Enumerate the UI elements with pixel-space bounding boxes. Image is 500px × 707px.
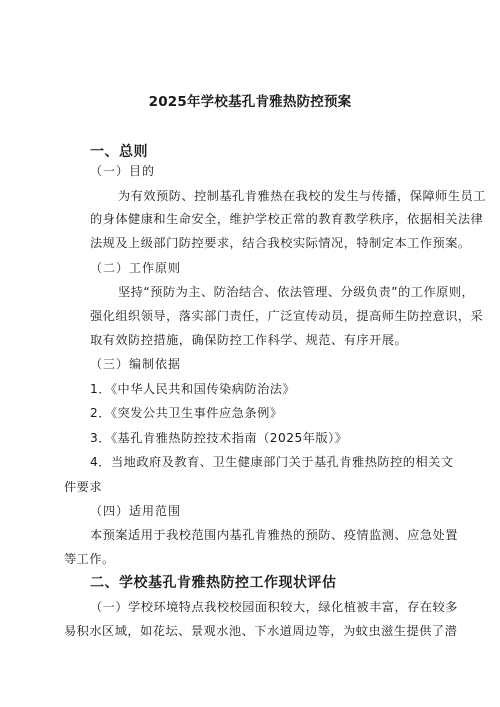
subsection-heading-basis: （三）编制依据 bbox=[90, 357, 182, 371]
paragraph-line: 的身体健康和生命安全，维护学校正常的教育教学秩序，依据相关法律 bbox=[90, 212, 484, 226]
paragraph-line: 等工作。 bbox=[64, 552, 115, 566]
list-item: 3．《基孔肯雅热防控技术指南（2025年版）》 bbox=[90, 431, 348, 445]
paragraph-line: 本预案适用于我校范围内基孔肯雅热的预防、疫情监测、应急处置 bbox=[90, 528, 458, 542]
paragraph-line: 法规及上级部门防控要求，结合我校实际情况，特制定本工作预案。 bbox=[90, 236, 471, 250]
document-title: 2025年学校基孔肯雅热防控预案 bbox=[148, 94, 352, 110]
list-item: 2．《突发公共卫生事件应急条例》 bbox=[90, 406, 283, 420]
paragraph-line: 取有效防控措施，确保防控工作科学、规范、有序开展。 bbox=[90, 333, 408, 347]
section-heading-assessment: 二、学校基孔肯雅热防控工作现状评估 bbox=[90, 575, 337, 591]
subsection-heading-purpose: （一）目的 bbox=[90, 164, 156, 178]
paragraph-line: 易积水区域，如花坛、景观水池、下水道周边等，为蚊虫滋生提供了潜 bbox=[64, 624, 458, 638]
list-item: 1．《中华人民共和国传染病防治法》 bbox=[90, 382, 296, 396]
list-item-continuation: 件要求 bbox=[64, 480, 103, 494]
paragraph-line: 为有效预防、控制基孔肯雅热在我校的发生与传播，保障师生员工 bbox=[118, 189, 486, 203]
subsection-heading-scope: （四）适用范围 bbox=[90, 504, 182, 518]
list-item: 4．当地政府及教育、卫生健康部门关于基孔肯雅热防控的相关文 bbox=[90, 455, 454, 469]
paragraph-line: 坚持“预防为主、防治结合、依法管理、分级负责”的工作原则， bbox=[118, 285, 475, 299]
paragraph-line: （一）学校环境特点我校校园面积较大，绿化植被丰富，存在较多 bbox=[90, 600, 458, 614]
section-heading-general: 一、总则 bbox=[90, 144, 148, 160]
paragraph-line: 强化组织领导，落实部门责任，广泛宣传动员，提高师生防控意识，采 bbox=[90, 309, 484, 323]
subsection-heading-principles: （二）工作原则 bbox=[90, 261, 182, 275]
